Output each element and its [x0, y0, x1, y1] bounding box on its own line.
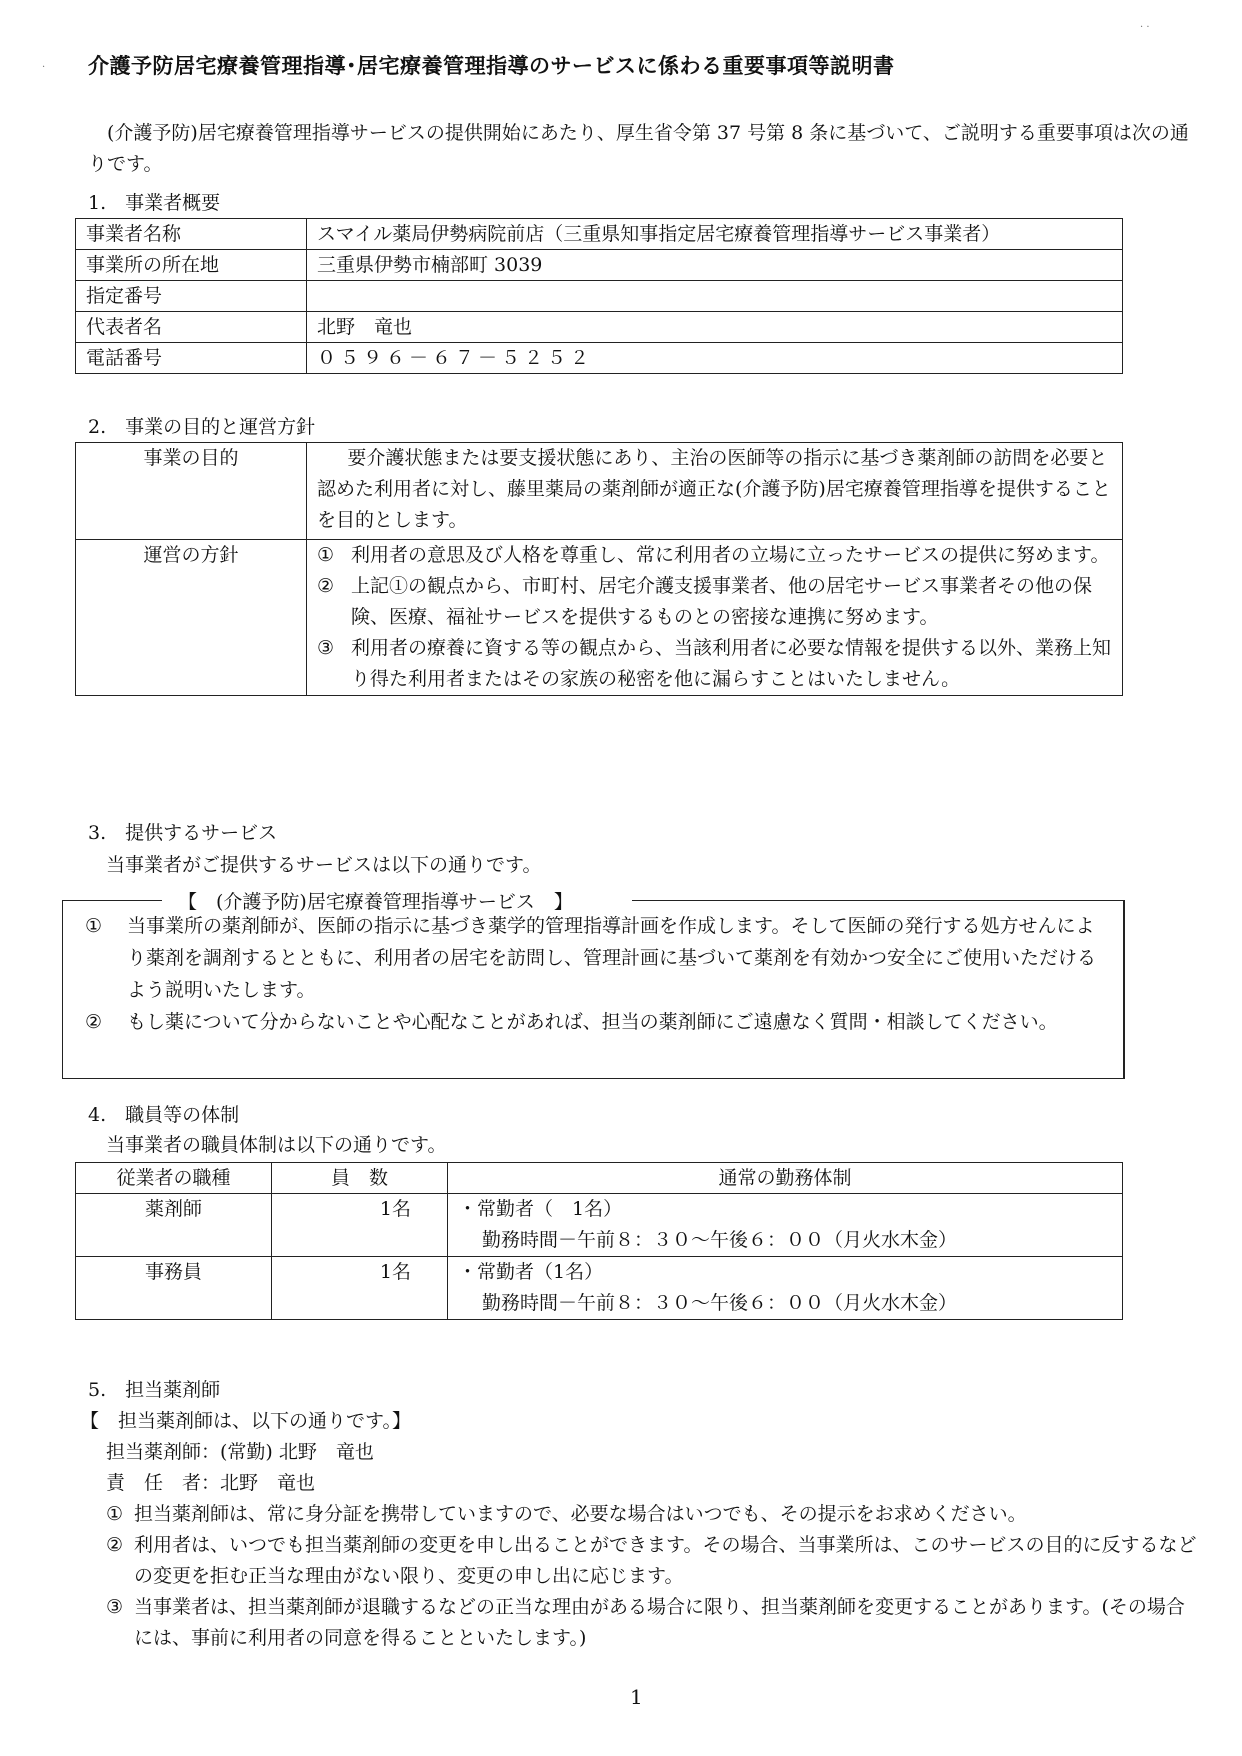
- document-title: 介護予防居宅療養管理指導･居宅療養管理指導のサービスに係わる重要事項等説明書: [88, 54, 895, 78]
- scan-mark: ·: [42, 62, 46, 73]
- intro-paragraph: (介護予防)居宅療養管理指導サービスの提供開始にあたり、厚生省令第 37 号第 8 条に基づいて、ご説明する重要事項は次の通りです。: [88, 122, 1189, 175]
- pharmacist-note: [106, 1530, 1198, 1592]
- staff-schedule: [448, 1194, 1123, 1257]
- staff-count: 1名: [272, 1257, 448, 1320]
- overview-value: ０５９６－６７－５２５２: [307, 343, 1123, 374]
- service-item: [85, 910, 1105, 1006]
- schedule-line2: 勤務時間－午前８：３０～午後６：００（月火水木金）: [482, 1229, 958, 1251]
- staff-header-row: [76, 1163, 1123, 1194]
- header-schedule: 通常の勤務体制: [448, 1163, 1123, 1194]
- pharmacist-note-text: 当事業者は、担当薬剤師が退職するなどの正当な理由がある場合に限り、担当薬剤師を変更することがあります。(その場合には、事前に利用者の同意を得ることといたします。): [134, 1596, 1185, 1649]
- pharmacist-note-number: ③: [106, 1596, 124, 1618]
- policy-list: [307, 540, 1123, 696]
- overview-value: 北野 竜也: [307, 312, 1123, 343]
- purpose-row: [76, 443, 1123, 540]
- service-box-title: 【 (介護予防)居宅療養管理指導サービス 】: [178, 891, 573, 913]
- overview-value: スマイル薬局伊勢病院前店（三重県知事指定居宅療養管理指導サービス事業者）: [307, 219, 1123, 250]
- overview-key: 代表者名: [76, 312, 307, 343]
- service-box-body: [85, 910, 1105, 1038]
- policy-item-text: 上記①の観点から、市町村、居宅介護支援事業者、他の居宅サービス事業者その他の保険、医療、福祉サービスを提供するものとの密接な連携に努めます。: [351, 575, 1093, 628]
- service-item-number: ①: [85, 915, 103, 937]
- scan-mark: · ·: [1140, 22, 1150, 33]
- section4-heading: 4. 職員等の体制: [88, 1104, 240, 1126]
- staff-role: 事務員: [76, 1257, 272, 1320]
- section5-list: [88, 1499, 1198, 1654]
- section1-heading: 1. 事業者概要: [88, 192, 221, 214]
- overview-row: [76, 219, 1123, 250]
- section5-pharmacist: 担当薬剤師：(常勤) 北野 竜也: [106, 1441, 374, 1463]
- section3-heading: 3. 提供するサービス: [88, 822, 278, 844]
- staff-count: 1名: [272, 1194, 448, 1257]
- policy-label: 運営の方針: [76, 540, 307, 696]
- header-count: 員 数: [272, 1163, 448, 1194]
- schedule-line1: ・常勤者（1名）: [458, 1261, 604, 1283]
- policy-item-text: 利用者の療養に資する等の観点から、当該利用者に必要な情報を提供する以外、業務上知り得た利用者またはその家族の秘密を他に漏らすことはいたしません。: [351, 637, 1112, 690]
- service-item: [85, 1006, 1105, 1038]
- purpose-text: 要介護状態または要支援状態にあり、主治の医師等の指示に基づき薬剤師の訪問を必要と認めた利用者に対し、藤里薬局の薬剤師が適正な(介護予防)居宅療養管理指導を提供することを目的とします。: [317, 447, 1111, 531]
- schedule-line1: ・常勤者（ 1名）: [458, 1198, 623, 1220]
- service-item-number: ②: [85, 1011, 103, 1033]
- section5: [80, 1375, 1198, 1654]
- policy-item-text: 利用者の意思及び人格を尊重し、常に利用者の立場に立ったサービスの提供に努めます。: [351, 544, 1110, 566]
- pharmacist-note-text: 担当薬剤師は、常に身分証を携帯していますので、必要な場合はいつでも、その提示をお求めください。: [134, 1503, 1027, 1525]
- overview-key: 事業所の所在地: [76, 250, 307, 281]
- header-role: 従業者の職種: [76, 1163, 272, 1194]
- overview-value: [307, 281, 1123, 312]
- schedule-line2: 勤務時間－午前８：３０～午後６：００（月火水木金）: [482, 1292, 958, 1314]
- pharmacist-note: [106, 1592, 1198, 1654]
- service-item-text: 当事業所の薬剤師が、医師の指示に基づき薬学的管理指導計画を作成します。そして医師の発行する処方せんにより薬剤を調剤するとともに、利用者の居宅を訪問し、管理計画に基づいて薬剤を有効かつ安全にご使用いただけるよう説明いたします。: [127, 915, 1097, 1001]
- policy-row: [76, 540, 1123, 696]
- policy-item-number: ①: [317, 544, 335, 566]
- staff-row: [76, 1194, 1123, 1257]
- staff-row: [76, 1257, 1123, 1320]
- section2-heading: 2. 事業の目的と運営方針: [88, 416, 316, 438]
- overview-row: [76, 250, 1123, 281]
- policy-item: [317, 540, 1112, 571]
- purpose-label: 事業の目的: [76, 443, 307, 540]
- staff-table: [75, 1162, 1123, 1320]
- pharmacist-note-number: ②: [106, 1534, 124, 1556]
- overview-row: [76, 312, 1123, 343]
- section4-lead: 当事業者の職員体制は以下の通りです。: [106, 1134, 447, 1156]
- section5-responsible: 責 任 者：北野 竜也: [106, 1472, 316, 1494]
- page-number: 1: [630, 1685, 643, 1709]
- policy-item-number: ③: [317, 637, 335, 659]
- overview-value: 三重県伊勢市楠部町 3039: [307, 250, 1123, 281]
- overview-key: 電話番号: [76, 343, 307, 374]
- section5-heading: 5. 担当薬剤師: [88, 1379, 221, 1401]
- policy-item: [317, 633, 1112, 695]
- pharmacist-note-text: 利用者は、いつでも担当薬剤師の変更を申し出ることができます。その場合、当事業所は、このサービスの目的に反するなどの変更を拒む正当な理由がない限り、変更の申し出に応じます。: [134, 1534, 1197, 1587]
- section5-bracket: 【 担当薬剤師は、以下の通りです。】: [80, 1410, 411, 1432]
- pharmacist-note: [106, 1499, 1198, 1530]
- overview-row: [76, 281, 1123, 312]
- overview-key: 事業者名称: [76, 219, 307, 250]
- purpose-policy-table: [75, 442, 1123, 696]
- staff-schedule: [448, 1257, 1123, 1320]
- business-overview-table: [75, 218, 1123, 374]
- staff-role: 薬剤師: [76, 1194, 272, 1257]
- policy-item-number: ②: [317, 575, 335, 597]
- policy-item: [317, 571, 1112, 633]
- section3-lead: 当事業者がご提供するサービスは以下の通りです。: [106, 854, 542, 876]
- overview-key: 指定番号: [76, 281, 307, 312]
- service-item-text: もし薬について分からないことや心配なことがあれば、担当の薬剤師にご遠慮なく質問・相談してください。: [127, 1011, 1058, 1033]
- overview-row: [76, 343, 1123, 374]
- pharmacist-note-number: ①: [106, 1503, 124, 1525]
